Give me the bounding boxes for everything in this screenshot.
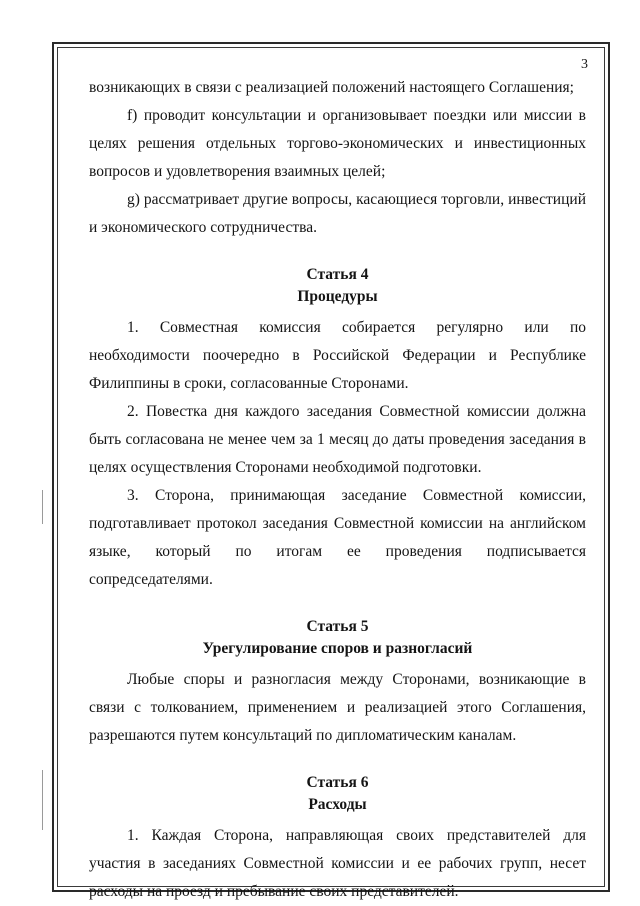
article-5-number: Статья 5 <box>306 618 369 635</box>
article-4-heading <box>89 264 586 308</box>
page-number: 3 <box>581 57 588 72</box>
document-body <box>89 74 586 906</box>
margin-mark <box>42 490 43 524</box>
article-6-title: Расходы <box>308 796 367 813</box>
article-5-title: Урегулирование споров и разногласий <box>202 640 473 657</box>
margin-mark <box>42 770 43 830</box>
article-4-title: Процедуры <box>297 288 378 305</box>
article-4-number: Статья 4 <box>306 266 369 283</box>
article-4-item-1: 1. Совместная комиссия собирается регулярно или по необходимости поочередно в Российской Федерации и Республике Филиппины в сроки, согласованные Сторонами. <box>89 319 586 392</box>
article-4-item-2: 2. Повестка дня каждого заседания Совместной комиссии должна быть согласована не менее чем за 1 месяц до даты проведения заседания в целях осуществления Сторонами необходимой подготовки. <box>89 403 586 476</box>
article-4-item-3: 3. Сторона, принимающая заседание Совместной комиссии, подготавливает протокол заседания Совместной комиссии на английском языке, который по итогам ее проведения подписывается сопредседателями. <box>89 487 586 588</box>
article-6-heading <box>89 772 586 816</box>
paragraph-continuation: возникающих в связи с реализацией положений настоящего Соглашения; <box>89 79 574 96</box>
article-5-text: Любые споры и разногласия между Сторонами, возникающие в связи с толкованием, применением и реализацией этого Соглашения, разрешаются путем консультаций по дипломатическим каналам. <box>89 671 586 744</box>
article-6-number: Статья 6 <box>306 774 369 791</box>
paragraph-item-g: g) рассматривает другие вопросы, касающиеся торговли, инвестиций и экономического сотрудничества. <box>89 191 586 236</box>
article-6-item-1: 1. Каждая Сторона, направляющая своих представителей для участия в заседаниях Совместной комиссии и ее рабочих групп, несет расходы на проезд и пребывание своих представителей. <box>89 827 586 900</box>
article-5-heading <box>89 616 586 660</box>
paragraph-item-f: f) проводит консультации и организовывает поездки или миссии в целях решения отдельных торгово-экономических и инвестиционных вопросов и удовлетворения взаимных целей; <box>89 107 586 180</box>
